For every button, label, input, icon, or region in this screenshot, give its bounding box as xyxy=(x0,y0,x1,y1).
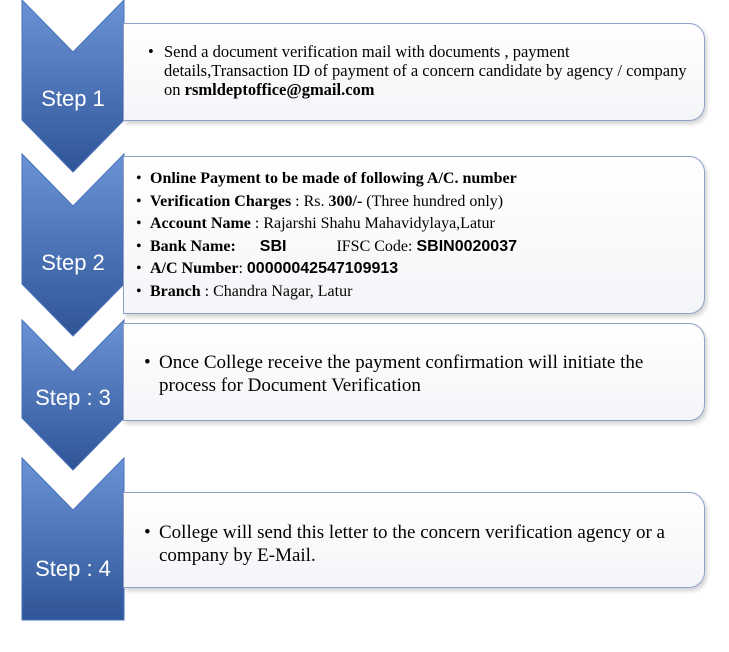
step-1-label: Step 1 xyxy=(41,86,105,111)
bank-name: • Bank Name: SBI IFSC Code: SBIN0020037 xyxy=(136,236,694,259)
email-address: rsmldeptoffice@gmail.com xyxy=(184,80,375,99)
bank-value: SBI xyxy=(259,237,287,255)
ifsc-value: SBIN0020037 xyxy=(416,237,517,255)
account-number: • A/C Number: 00000042547109913 xyxy=(136,258,694,281)
payment-title: • Online Payment to be made of following A/C. number xyxy=(136,168,694,191)
step-4-box xyxy=(123,492,705,588)
step-2-label: Step 2 xyxy=(41,250,105,275)
step-4-item: • College will send this letter to the concern verification agency or a company by E-Mail. xyxy=(144,521,694,567)
step-4-label: Step : 4 xyxy=(35,556,111,581)
account-name: • Account Name : Rajarshi Shahu Mahavidylaya,Latur xyxy=(136,213,694,236)
verification-charges: • Verification Charges : Rs. 300/- (Three hundred only) xyxy=(136,191,694,214)
step-3-item: • Once College receive the payment confirmation will initiate the process for Document Verification xyxy=(144,351,694,397)
step-2-box xyxy=(123,156,705,314)
branch: • Branch : Chandra Nagar, Latur xyxy=(136,281,694,304)
step-1-item: • Send a document verification mail with documents , payment details,Transaction ID of payment of a concern candidate by agency / company on rsmldeptoffice@gmail.com xyxy=(148,42,694,99)
step-3-box xyxy=(123,323,705,421)
step-1-box xyxy=(123,23,705,121)
step-2-chevron xyxy=(22,154,124,336)
ifsc-label: IFSC Code: xyxy=(336,237,413,255)
step-4-chevron xyxy=(22,458,124,620)
step-3-label: Step : 3 xyxy=(35,385,111,410)
